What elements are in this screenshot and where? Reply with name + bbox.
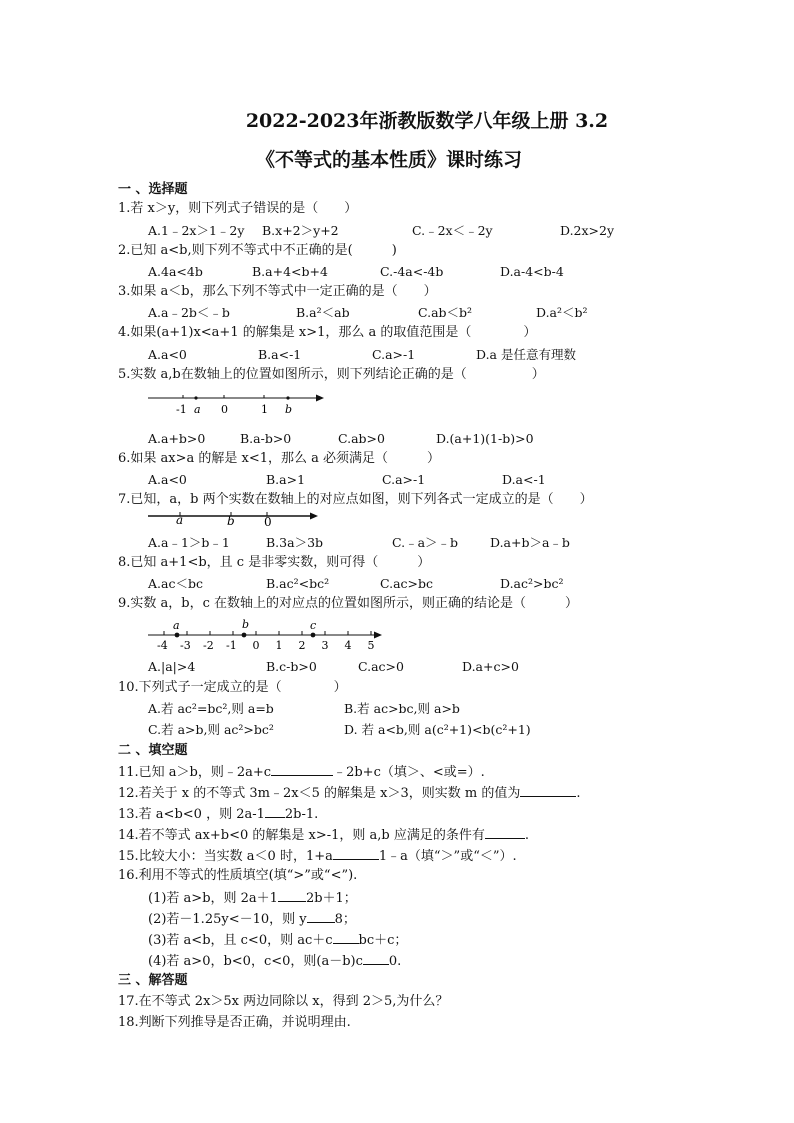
- section-heading: 三 、解答题: [118, 973, 188, 988]
- point-a: [194, 396, 197, 399]
- point-label-b: b: [242, 618, 250, 631]
- answer-blank[interactable]: [485, 825, 525, 839]
- question-16-part-1: [148, 888, 357, 908]
- option-a: A.a+b>0: [148, 431, 206, 446]
- tick-group: [157, 631, 375, 652]
- option-a: A.4a<4b: [148, 264, 203, 279]
- answer-blank[interactable]: [333, 846, 379, 860]
- option-b: B.ac²<bc²: [266, 576, 330, 591]
- question-16-part-3: [148, 930, 407, 950]
- option-d: D.a-4<b-4: [500, 264, 564, 279]
- point-b: [242, 633, 247, 638]
- option-d: D.a+b＞a﹣b: [490, 535, 570, 550]
- question-5-stem: 5.实数 a,b在数轴上的位置如图所示，则下列结论正确的是（ ）: [118, 367, 545, 382]
- question-text: 0.: [388, 954, 402, 969]
- answer-blank[interactable]: [271, 762, 333, 776]
- option-b: B.a²＜ab: [296, 305, 350, 320]
- option-d: D.a+c>0: [462, 659, 519, 674]
- question-text: 2b＋1；: [305, 891, 357, 906]
- question-12: [118, 783, 580, 803]
- section-heading: 二 、填空题: [118, 743, 188, 758]
- tick-label: -4: [157, 639, 168, 652]
- point-label-c: c: [310, 619, 317, 632]
- tick-label: -1: [176, 403, 187, 416]
- option-a: A.a﹣1＞b﹣1: [148, 535, 230, 550]
- tick-label-zero: 0: [264, 515, 272, 529]
- question-text: 13.若 a<b<0 ，则 2a-1: [118, 807, 265, 822]
- tick-label: -1: [226, 639, 237, 652]
- option-a: A.ac＜bc: [148, 576, 203, 591]
- option-b: B.a-b>0: [240, 431, 292, 446]
- tick-label: 5: [367, 639, 375, 652]
- question-9-stem: 9.实数 a，b，c 在数轴上的对应点的位置如图所示，则正确的结论是（ ）: [118, 596, 579, 611]
- option-d: D.a<-1: [502, 472, 546, 487]
- tick-label: 2: [298, 639, 306, 652]
- option-a: A.|a|>4: [148, 659, 196, 674]
- option-c: C.﹣a＞﹣b: [392, 535, 459, 550]
- option-a: A.a<0: [148, 472, 187, 487]
- question-1-stem: 1.若 x＞y，则下列式子错误的是（ ）: [118, 201, 358, 216]
- point-label-a: a: [176, 513, 184, 527]
- question-text: (3)若 a<b，且 c<0，则 ac＋c: [148, 933, 333, 948]
- point-b: [286, 396, 289, 399]
- answer-blank[interactable]: [307, 909, 335, 923]
- tick-label: 1: [261, 403, 268, 416]
- question-text: 1﹣a（填“＞”或“＜”）.: [378, 849, 517, 864]
- question-text: .: [524, 828, 530, 843]
- option-d: D.2x>2y: [560, 223, 615, 238]
- option-a: A.a<0: [148, 347, 187, 362]
- document-title-line1: 2022-2023年浙教版数学八年级上册 3.2: [245, 110, 609, 132]
- tick-label: -3: [180, 639, 191, 652]
- question-text: (2)若－1.25y<－10，则 y: [148, 912, 307, 927]
- tick-label: 4: [344, 639, 352, 652]
- option-c: C.ac>0: [358, 659, 404, 674]
- tick-label: 0: [221, 403, 228, 416]
- question-text: (4)若 a>0，b<0，c<0，则(a－b)c: [148, 954, 363, 969]
- axis-arrow: [316, 395, 324, 402]
- question-16-part-4: [148, 951, 401, 971]
- question-16-stem: 16.利用不等式的性质填空(填“>”或“<”).: [118, 868, 358, 883]
- tick-label: 1: [275, 639, 283, 652]
- option-b: B.a+4<b+4: [252, 264, 328, 279]
- document-title-line2: 《不等式的基本性质》课时练习: [255, 149, 522, 171]
- answer-blank[interactable]: [363, 951, 389, 965]
- option-b: B.x+2＞y+2: [262, 223, 339, 238]
- option-c: C.若 a>b,则 ac²>bc²: [148, 722, 274, 737]
- tick-label: 0: [252, 639, 260, 652]
- answer-blank[interactable]: [520, 783, 576, 797]
- question-14: [118, 825, 529, 845]
- question-text: 12.若关于 x 的不等式 3m﹣2x＜5 的解集是 x＞3，则实数 m 的值为: [118, 786, 521, 801]
- number-line-figure-5: [146, 390, 328, 418]
- option-a: A.1﹣2x＞1﹣2y: [148, 223, 245, 238]
- option-d: D. 若 a<b,则 a(c²+1)<b(c²+1): [344, 722, 531, 737]
- option-c: C.a>-1: [382, 472, 426, 487]
- option-d: D.a 是任意有理数: [476, 347, 576, 362]
- question-text: (1)若 a>b，则 2a＋1: [148, 891, 278, 906]
- question-13: [118, 804, 318, 824]
- question-text: .: [576, 786, 581, 801]
- option-b: B.若 ac>bc,则 a>b: [344, 701, 460, 716]
- question-8-stem: 8.已知 a+1<b，且 c 是非零实数，则可得（ ）: [118, 555, 431, 570]
- option-a: A.若 ac²=bc²,则 a=b: [148, 701, 274, 716]
- answer-blank[interactable]: [333, 930, 359, 944]
- section-heading: 一 、选择题: [118, 182, 188, 197]
- question-6-stem: 6.如果 ax>a 的解是 x<1，那么 a 必须满足（ ）: [118, 451, 441, 466]
- question-text: bc＋c；: [358, 933, 408, 948]
- tick-label: -2: [203, 639, 214, 652]
- question-text: 11.已知 a＞b，则﹣2a+c: [118, 765, 272, 780]
- option-b: B.a<-1: [258, 347, 302, 362]
- point-label-a: a: [194, 403, 201, 416]
- option-c: C.a>-1: [372, 347, 416, 362]
- point-label-b: b: [227, 514, 235, 528]
- axis-arrow: [374, 632, 382, 639]
- option-b: B.a>1: [266, 472, 306, 487]
- question-16-part-2: [148, 909, 356, 929]
- tick-label: 3: [321, 639, 329, 652]
- option-c: C.ab>0: [338, 431, 385, 446]
- question-15: [118, 846, 517, 866]
- axis-arrow: [310, 513, 318, 520]
- point-label-a: a: [173, 619, 180, 632]
- point-c: [311, 633, 316, 638]
- question-11: [118, 762, 485, 782]
- option-d: D.(a+1)(1-b)>0: [436, 431, 534, 446]
- point-a: [175, 633, 180, 638]
- option-a: A.a﹣2b＜﹣b: [148, 305, 230, 320]
- option-c: C.﹣2x＜﹣2y: [412, 223, 493, 238]
- question-10-stem: 10.下列式子一定成立的是（ ）: [118, 680, 347, 695]
- option-d: D.ac²>bc²: [500, 576, 564, 591]
- question-text: 14.若不等式 ax+b<0 的解集是 x>-1，则 a,b 应满足的条件有: [118, 828, 485, 843]
- question-18: 18.判断下列推导是否正确，并说明理由.: [118, 1015, 351, 1030]
- option-b: B.c-b>0: [266, 659, 317, 674]
- question-4-stem: 4.如果(a+1)x<a+1 的解集是 x>1，那么 a 的取值范围是（ ）: [118, 325, 537, 340]
- option-c: C.ab＜b²: [418, 305, 473, 320]
- point-label-b: b: [285, 403, 293, 416]
- number-line-figure-9: [146, 618, 386, 652]
- question-17: 17.在不等式 2x＞5x 两边同除以 x，得到 2＞5,为什么？: [118, 994, 449, 1009]
- number-line-figure-7: [146, 511, 328, 533]
- question-text: 2b-1.: [284, 807, 319, 822]
- option-d: D.a²＜b²: [536, 305, 588, 320]
- option-c: C.-4a<-4b: [380, 264, 444, 279]
- answer-blank[interactable]: [265, 804, 285, 818]
- question-7-stem: 7.已知，a，b 两个实数在数轴上的对应点如图，则下列各式一定成立的是（ ）: [118, 492, 593, 507]
- question-2-stem: 2.已知 a<b,则下列不等式中不正确的是( ): [118, 243, 397, 258]
- option-b: B.3a＞3b: [266, 535, 324, 550]
- question-text: 15.比较大小：当实数 a＜0 时，1+a: [118, 849, 333, 864]
- question-3-stem: 3.如果 a＜b，那么下列不等式中一定正确的是（ ）: [118, 284, 437, 299]
- question-text: 8；: [334, 912, 356, 927]
- answer-blank[interactable]: [278, 888, 306, 902]
- question-text: ﹣2b+c（填＞、<或=）.: [333, 765, 485, 780]
- option-c: C.ac>bc: [380, 576, 434, 591]
